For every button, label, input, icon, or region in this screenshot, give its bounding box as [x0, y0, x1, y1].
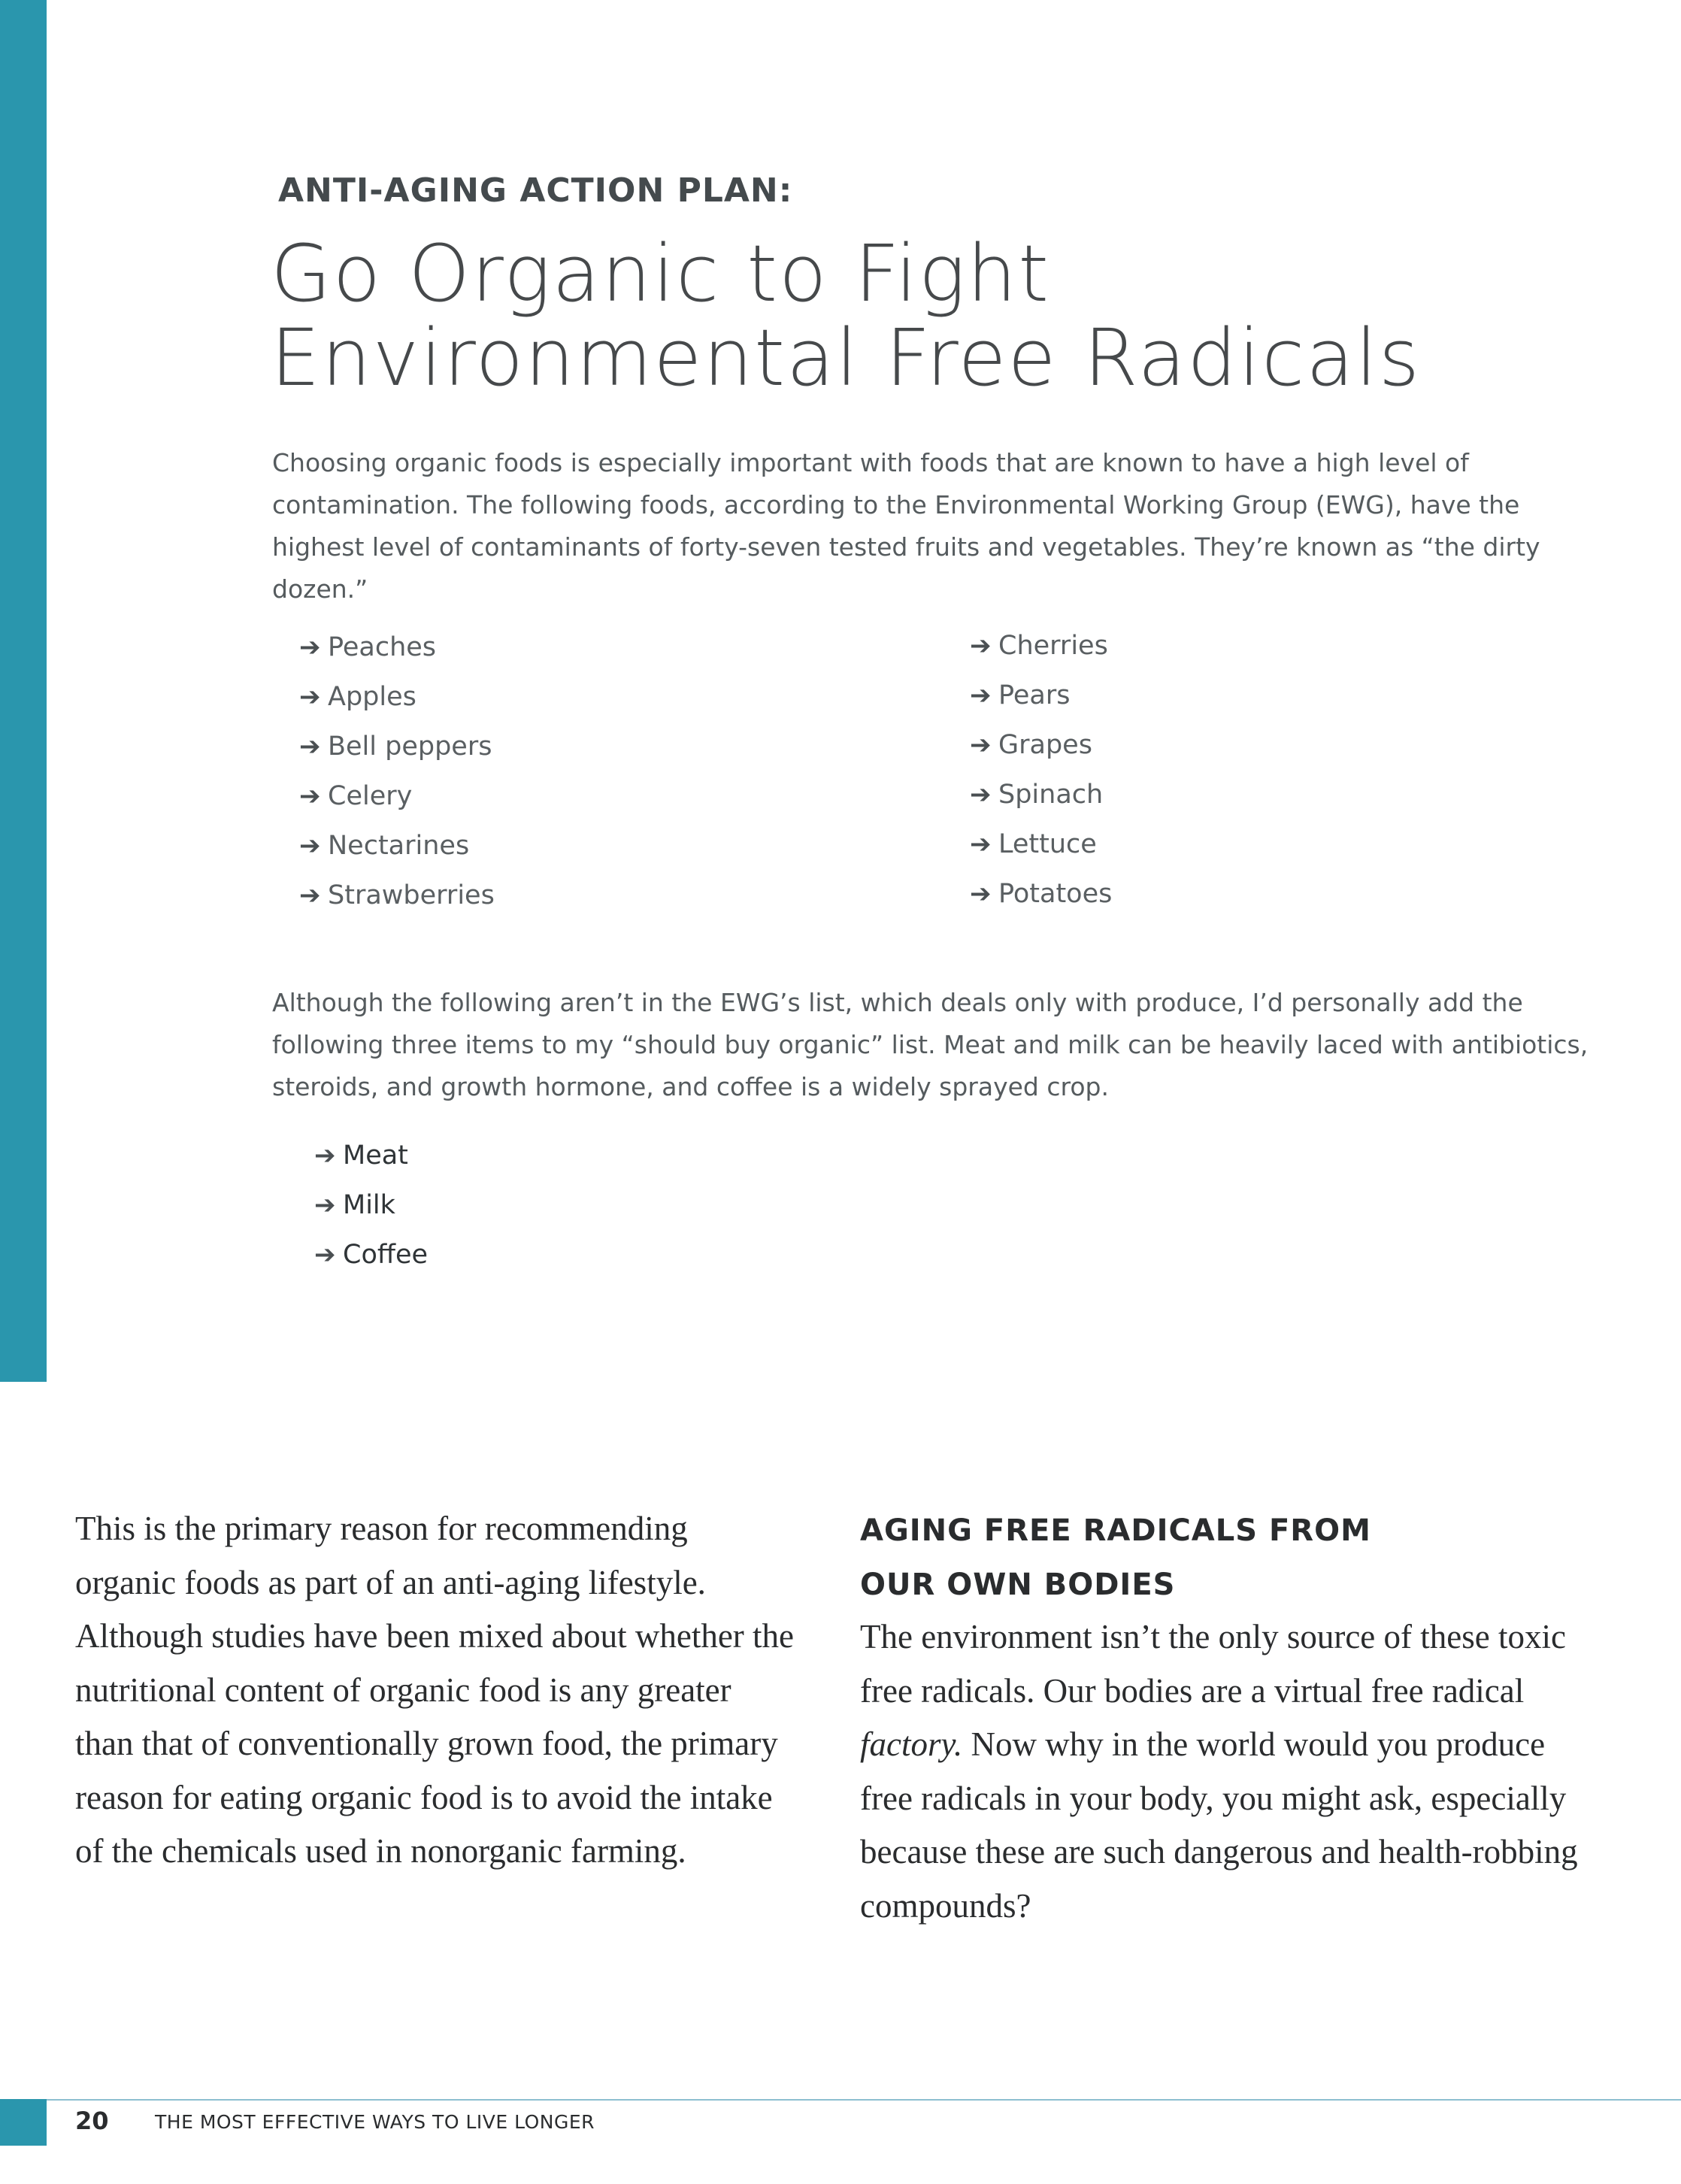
- list-item: [299, 871, 495, 920]
- arrow-icon: ➔: [299, 682, 321, 712]
- list-item: [970, 720, 1112, 770]
- list-item: [970, 869, 1112, 919]
- list-item-label: Strawberries: [328, 880, 495, 910]
- list-item-label: Spinach: [998, 780, 1104, 810]
- list-item: [299, 672, 495, 722]
- intro-paragraph: Choosing organic foods is especially important with foods that are known to have a high level of contamination. The following foods, according to the Environmental Working Group (EWG), have the highest level of contaminants of forty-seven tested fruits and vegetables. They’re known as “the dirty dozen.”: [272, 448, 1540, 604]
- should-buy-organic-list: [314, 1131, 428, 1280]
- list-item: [299, 821, 495, 871]
- list-item-label: Coffee: [343, 1240, 429, 1270]
- list-item-label: Potatoes: [998, 879, 1113, 909]
- body-paragraph-left: This is the primary reason for recommending organic foods as part of an anti-aging lifestyle. Although studies have been mixed about whether the nutritional content of organic food is any greater than that of conventionally grown food, the primary reason for eating organic food is to avoid the intake of the chemicals used in nonorganic farming.: [75, 1510, 795, 1870]
- action-plan-kicker: ANTI-AGING ACTION PLAN:: [278, 171, 793, 210]
- dirty-dozen-list-right: [970, 621, 1112, 919]
- section-heading: [860, 1504, 1537, 1612]
- list-item-label: Lettuce: [998, 829, 1097, 859]
- section-heading-line-1: AGING FREE RADICALS FROM: [860, 1513, 1371, 1548]
- list-item: [970, 819, 1112, 869]
- arrow-icon: ➔: [314, 1240, 336, 1270]
- list-item-label: Milk: [343, 1190, 395, 1220]
- footer-accent-block: [0, 2099, 47, 2146]
- title-line-2: Environmental Free Radicals: [271, 312, 1422, 404]
- list-item-label: Cherries: [998, 631, 1108, 661]
- second-paragraph: Although the following aren’t in the EWG’s list, which deals only with produce, I’d personally add the following three items to my “should buy organic” list. Meat and milk can be heavily laced with antibiotics, steroids, and growth hormone, and coffee is a widely sprayed crop.: [272, 988, 1589, 1101]
- arrow-icon: ➔: [970, 680, 992, 710]
- page-number: 20: [75, 2107, 109, 2135]
- page-title: [271, 228, 1624, 404]
- list-item: [970, 621, 1112, 671]
- list-item-label: Pears: [998, 680, 1071, 710]
- list-item-label: Bell peppers: [328, 732, 492, 762]
- arrow-icon: ➔: [970, 730, 992, 760]
- running-footer-title: THE MOST EFFECTIVE WAYS TO LIVE LONGER: [155, 2111, 595, 2133]
- list-item-label: Peaches: [328, 632, 437, 662]
- list-item: [299, 771, 495, 821]
- list-item-label: Meat: [343, 1140, 408, 1171]
- arrow-icon: ➔: [314, 1140, 336, 1171]
- sidebar-accent-bar: [0, 0, 47, 1382]
- arrow-icon: ➔: [970, 780, 992, 810]
- list-item: [299, 722, 495, 771]
- arrow-icon: ➔: [299, 732, 321, 762]
- list-item-label: Grapes: [998, 730, 1092, 760]
- arrow-icon: ➔: [970, 879, 992, 909]
- list-item-label: Celery: [328, 781, 413, 811]
- arrow-icon: ➔: [970, 829, 992, 859]
- body-right-text-1: The environment isn’t the only source of these toxic free radicals. Our bodies are a virtual free radical: [860, 1618, 1566, 1710]
- arrow-icon: ➔: [299, 880, 321, 910]
- title-line-1: Go Organic to Fight: [271, 228, 1050, 320]
- list-item: [970, 671, 1112, 720]
- dirty-dozen-list-left: [299, 622, 495, 920]
- section-heading-line-2: OUR OWN BODIES: [860, 1568, 1176, 1602]
- list-item: [314, 1131, 428, 1180]
- footer-rule: [47, 2099, 1681, 2101]
- list-item: [314, 1180, 428, 1230]
- arrow-icon: ➔: [970, 631, 992, 661]
- arrow-icon: ➔: [299, 632, 321, 662]
- arrow-icon: ➔: [299, 831, 321, 861]
- body-paragraph-right: [860, 1610, 1597, 1933]
- arrow-icon: ➔: [314, 1190, 336, 1220]
- body-right-text-2: Now why in the world would you produce free radicals in your body, you might ask, especially because these are such dangerous and health-robbing compounds?: [860, 1725, 1578, 1925]
- list-item: [314, 1230, 428, 1280]
- list-item-label: Apples: [328, 682, 416, 712]
- list-item: [970, 770, 1112, 819]
- body-right-italic: factory.: [860, 1725, 963, 1763]
- arrow-icon: ➔: [299, 781, 321, 811]
- list-item: [299, 622, 495, 672]
- list-item-label: Nectarines: [328, 831, 470, 861]
